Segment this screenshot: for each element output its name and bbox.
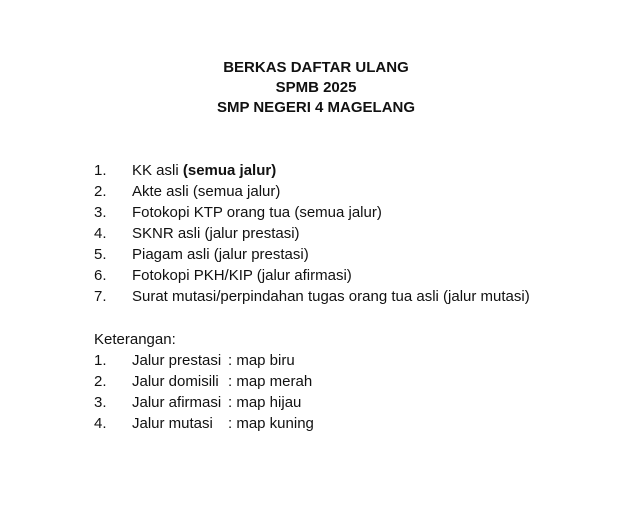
- notes-section: [94, 329, 314, 434]
- list-item: [94, 160, 530, 181]
- item-text: KK asli (semua jalur): [132, 162, 277, 179]
- item-text: Surat mutasi/perpindahan tugas orang tua asli (jalur mutasi): [132, 288, 530, 305]
- route-name: Jalur mutasi: [132, 415, 213, 432]
- title-line-1: BERKAS DAFTAR ULANG: [223, 59, 409, 76]
- item-emphasis: (semua jalur): [182, 162, 277, 179]
- route-name: Jalur domisili: [132, 373, 219, 390]
- item-text: Akte asli (semua jalur): [132, 183, 281, 200]
- list-item: [94, 244, 530, 265]
- list-item: [94, 223, 530, 244]
- route-name: Jalur prestasi: [132, 352, 222, 369]
- item-number: 3.: [94, 394, 107, 411]
- list-item: [94, 265, 530, 286]
- map-color: : map biru: [228, 352, 295, 369]
- list-item: [94, 392, 314, 413]
- list-item: [94, 371, 314, 392]
- item-number: 3.: [94, 204, 107, 221]
- document-title: [0, 58, 632, 118]
- item-text: Piagam asli (jalur prestasi): [132, 246, 309, 263]
- item-text: Fotokopi KTP orang tua (semua jalur): [132, 204, 382, 221]
- item-number: 6.: [94, 267, 107, 284]
- item-number: 2.: [94, 373, 107, 390]
- list-item: [94, 286, 530, 307]
- list-item: [94, 202, 530, 223]
- list-item: [94, 350, 314, 371]
- list-item: [94, 181, 530, 202]
- list-item: [94, 413, 314, 434]
- item-number: 4.: [94, 225, 107, 242]
- item-text: Fotokopi PKH/KIP (jalur afirmasi): [132, 267, 352, 284]
- title-line-2: SPMB 2025: [275, 79, 357, 96]
- item-text: SKNR asli (jalur prestasi): [132, 225, 300, 242]
- title-line-3: SMP NEGERI 4 MAGELANG: [216, 99, 416, 116]
- item-number: 7.: [94, 288, 107, 305]
- item-number: 1.: [94, 352, 107, 369]
- map-color: : map merah: [228, 373, 313, 390]
- notes-heading: Keterangan:: [94, 331, 176, 348]
- map-color: : map hijau: [228, 394, 302, 411]
- item-number: 2.: [94, 183, 107, 200]
- item-number: 1.: [94, 162, 107, 179]
- route-name: Jalur afirmasi: [132, 394, 222, 411]
- map-color: : map kuning: [228, 415, 314, 432]
- requirements-list: [94, 160, 530, 307]
- item-number: 5.: [94, 246, 107, 263]
- item-number: 4.: [94, 415, 107, 432]
